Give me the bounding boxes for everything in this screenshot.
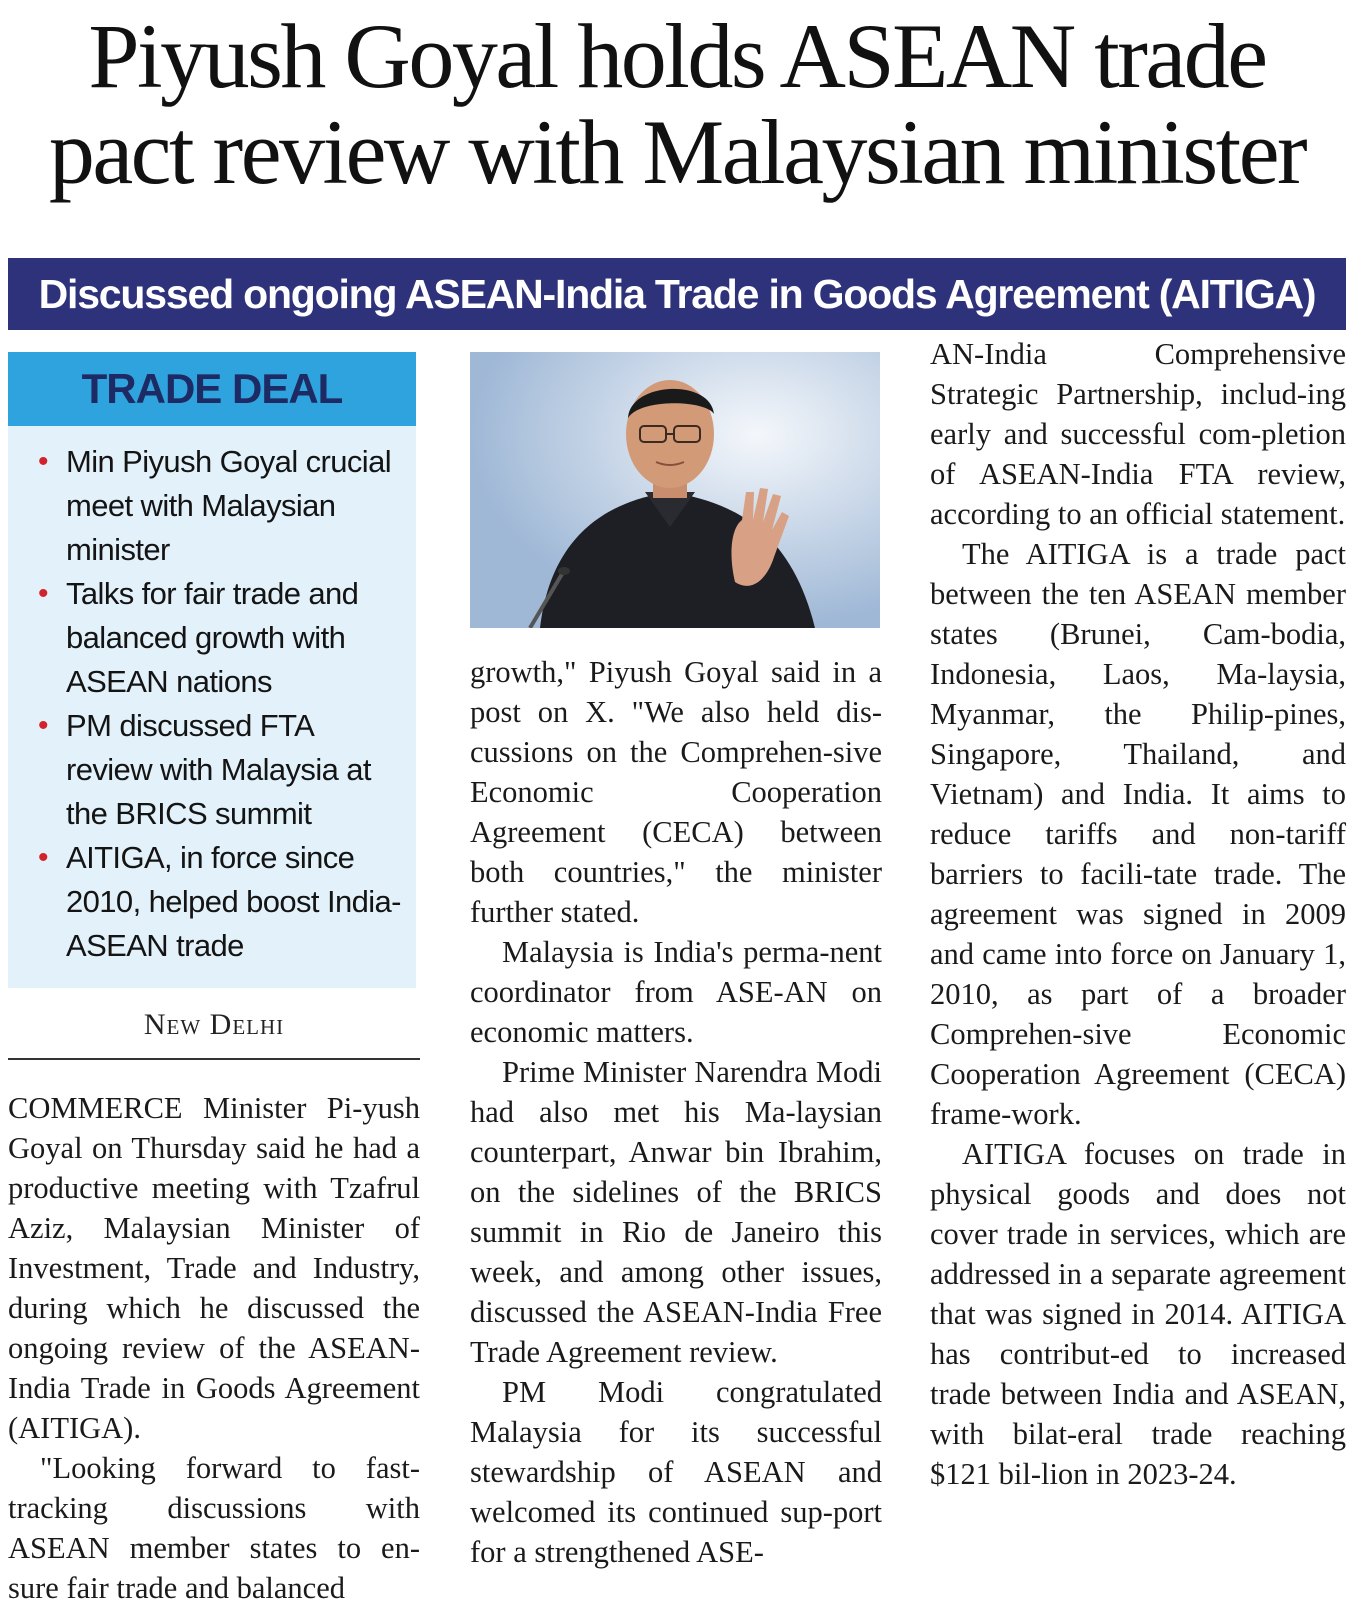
sidebar-bullet [38,836,402,968]
article-paragraph: Malaysia is India's perma-nent coordinator from ASE-AN on economic matters. [470,935,882,1049]
article-paragraph: The AITIGA is a trade pact between the ten ASEAN member states (Brunei, Cam-bodia, Indonesia, Laos, Ma-laysia, Myanmar, the Philip-pines, Singapore, Thailand, and Vietnam) and India. It aims to reduce tariffs and non-tariff barriers to facili-tate trade. The agreement was signed in 2009 and came into force on January 1, 2010, as part of a broader Comprehen-sive Economic Cooperation Agreement (CECA) frame-work. [930,537,1346,1131]
sidebar-bullet-text: Talks for fair trade and balanced growth with ASEAN nations [66,576,359,699]
sidebar-bullet-list [8,426,416,968]
sidebar-bullet-text: PM discussed FTA review with Malaysia at the BRICS summit [66,708,371,831]
subheadline-text: Discussed ongoing ASEAN-India Trade in Goods Agreement (AITIGA) [38,270,1316,317]
article-paragraph: growth," Piyush Goyal said in a post on X. "We also held dis-cussions on the Comprehen-sive Economic Cooperation Agreement (CECA) between both countries," the minister further stated. [470,655,882,929]
headline-line-2: pact review with Malaysian minister [48,101,1306,203]
minister-photo-illustration [470,352,880,628]
bullet-dot-icon: • [38,841,48,874]
article-paragraph: PM Modi congratulated Malaysia for its successful stewardship of ASEAN and welcomed its continued sup-port for a strengthened ASE- [470,1375,882,1569]
sidebar-bullet-text: AITIGA, in force since 2010, helped boost India-ASEAN trade [66,840,401,963]
article-paragraph: Prime Minister Narendra Modi had also met his Ma-laysian counterpart, Anwar bin Ibrahim, on the sidelines of the BRICS summit in Rio de Janeiro this week, and among other issues, discussed the ASEAN-India Free Trade Agreement review. [470,1055,882,1369]
article-column-2 [470,652,882,1572]
bullet-dot-icon: • [38,445,48,478]
article-paragraph: AN-India Comprehensive Strategic Partnership, includ-ing early and successful com-pletion of ASEAN-India FTA review, according to an official statement. [930,337,1346,531]
article-paragraph: "Looking forward to fast-tracking discussions with ASEAN member states to en-sure fair trade and balanced [8,1451,420,1605]
bullet-dot-icon: • [38,577,48,610]
dateline: New Delhi [143,1008,285,1041]
article-paragraph: AITIGA focuses on trade in physical goods and does not cover trade in services, which are addressed in a separate agreement that was signed in 2014. AITIGA has contribut-ed to increased trade between India and ASEAN, with bilat-eral trade reaching $121 bil-lion in 2023-24. [930,1137,1346,1491]
sidebar-bullet [38,440,402,572]
article-paragraph: COMMERCE Minister Pi-yush Goyal on Thursday said he had a productive meeting with Tzafrul Aziz, Malaysian Minister of Investment, Trade and Industry, during which he discussed the ongoing review of the ASEAN-India Trade in Goods Agreement (AITIGA). [8,1091,420,1445]
article-column-1 [8,1088,420,1608]
sidebar-bullet [38,572,402,704]
headline [0,5,1354,203]
trade-deal-sidebar [8,352,416,988]
article-column-3 [930,334,1346,1494]
headline-line-1: Piyush Goyal holds ASEAN trade [88,5,1266,107]
minister-photo [470,352,880,628]
bullet-dot-icon: • [38,709,48,742]
sidebar-bullet-text: Min Piyush Goyal crucial meet with Malaysian minister [66,444,391,567]
sidebar-title: TRADE DEAL [8,352,416,426]
subheadline-banner [8,258,1346,330]
dateline-divider [8,1058,420,1060]
sidebar-bullet [38,704,402,836]
